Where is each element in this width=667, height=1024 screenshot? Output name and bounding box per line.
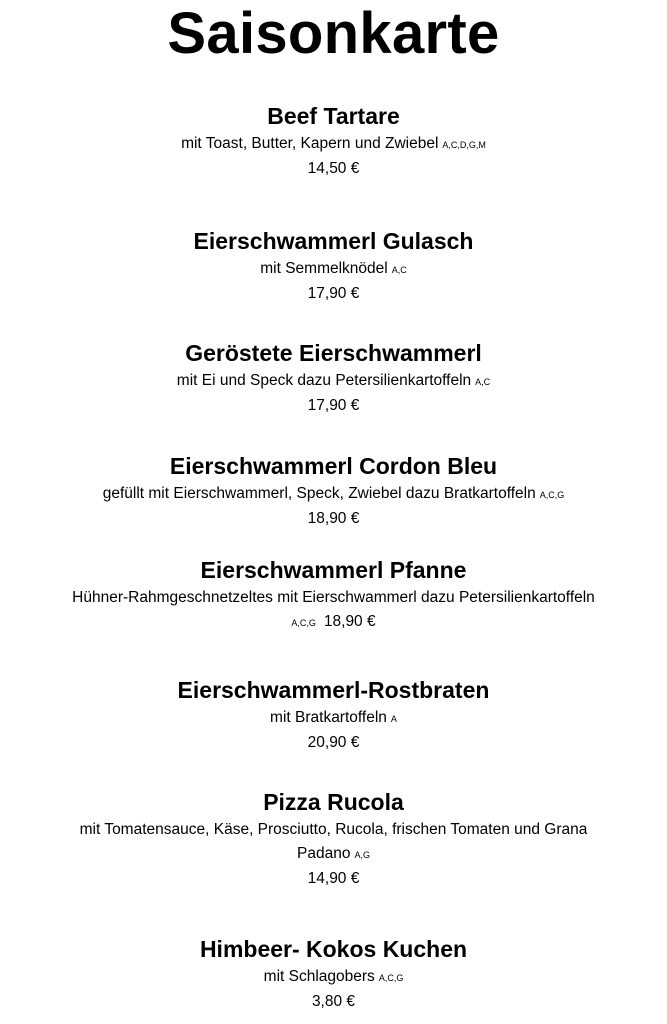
allergen-codes: A,G xyxy=(354,850,370,860)
allergen-codes: A,C xyxy=(475,377,491,387)
description-text: mit Bratkartoffeln xyxy=(270,709,387,726)
description-text: mit Schlagobers xyxy=(263,968,375,985)
allergen-codes: A,C,D,G,M xyxy=(442,140,486,150)
menu-item-price: 18,90 € xyxy=(323,613,376,630)
menu-item-eierschwammerl-cordon-bleu xyxy=(0,452,667,531)
menu-item-name: Himbeer- Kokos Kuchen xyxy=(199,936,468,962)
menu-item-price: 20,90 € xyxy=(307,734,360,751)
menu-item-pizza-rucola xyxy=(0,788,667,891)
menu-item-name: Pizza Rucola xyxy=(263,789,404,815)
menu-item-name: Eierschwammerl Cordon Bleu xyxy=(169,453,498,479)
allergen-codes: A,C,G xyxy=(378,973,404,983)
menu-item-price: 3,80 € xyxy=(311,993,356,1010)
menu-item-eierschwammerl-gulasch xyxy=(0,227,667,306)
menu-item-description xyxy=(0,369,667,394)
menu-item-description xyxy=(0,257,667,282)
menu-item-beef-tartare xyxy=(0,102,667,181)
description-text: Padano xyxy=(297,845,351,862)
menu-item-description-line2 xyxy=(0,842,667,867)
menu-item-description xyxy=(0,132,667,157)
menu-item-name: Geröstete Eierschwammerl xyxy=(185,340,482,366)
menu-item-himbeer-kokos-kuchen xyxy=(0,935,667,1014)
menu-item-price-line xyxy=(0,610,667,635)
menu-item-eierschwammerl-rostbraten xyxy=(0,676,667,755)
menu-item-price: 17,90 € xyxy=(307,285,360,302)
menu-item-description: mit Tomatensauce, Käse, Prosciutto, Rucola, frischen Tomaten und Grana xyxy=(79,821,588,838)
menu-item-name: Eierschwammerl Pfanne xyxy=(200,557,467,583)
menu-item-price: 18,90 € xyxy=(307,510,360,527)
allergen-codes: A,C,G xyxy=(539,490,565,500)
menu-item-name: Eierschwammerl-Rostbraten xyxy=(177,677,490,703)
description-text: mit Ei und Speck dazu Petersilienkartoffeln xyxy=(176,372,472,389)
allergen-codes: A xyxy=(390,714,397,724)
menu-item-geroestete-eierschwammerl xyxy=(0,339,667,418)
description-text: mit Toast, Butter, Kapern und Zwiebel xyxy=(181,135,439,152)
description-text: mit Semmelknödel xyxy=(260,260,388,277)
menu-item-eierschwammerl-pfanne xyxy=(0,556,667,635)
page-title: Saisonkarte xyxy=(167,1,500,66)
menu-item-description xyxy=(0,706,667,731)
allergen-codes: A,C,G xyxy=(291,618,316,628)
menu-item-price: 17,90 € xyxy=(307,397,360,414)
menu-item-description xyxy=(0,482,667,507)
menu-item-price: 14,90 € xyxy=(307,870,360,887)
menu-item-name: Eierschwammerl Gulasch xyxy=(193,228,474,254)
menu-item-description xyxy=(0,965,667,990)
menu-item-price: 14,50 € xyxy=(307,160,360,177)
description-text: gefüllt mit Eierschwammerl, Speck, Zwiebel dazu Bratkartoffeln xyxy=(102,485,536,502)
menu-item-description: Hühner-Rahmgeschnetzeltes mit Eierschwammerl dazu Petersilienkartoffeln xyxy=(72,589,595,606)
allergen-codes: A,C xyxy=(391,265,407,275)
menu-item-name: Beef Tartare xyxy=(267,103,400,129)
